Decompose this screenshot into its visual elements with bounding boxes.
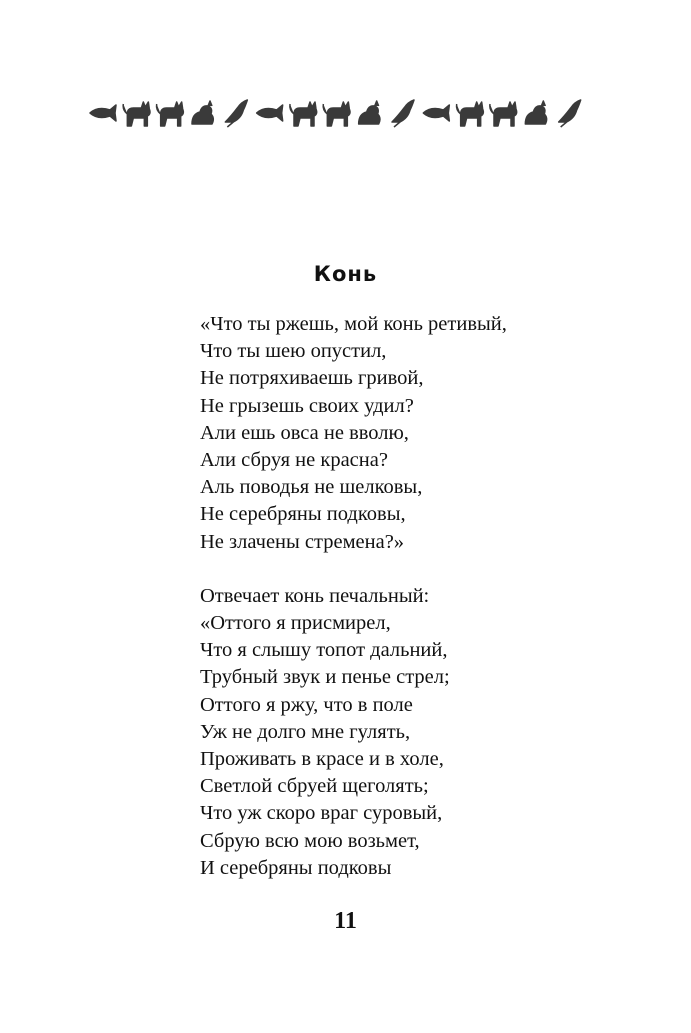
- poem-line: «Оттого я присмирел,: [200, 612, 391, 635]
- bird-icon: [392, 100, 414, 127]
- poem-line: «Что ты ржешь, мой конь ретивый,: [200, 313, 507, 335]
- poem-line: Трубный звук и пенье стрел;: [200, 666, 450, 689]
- poem-line: Не злачены стремена?»: [200, 530, 405, 553]
- poem-line: Сбрую всю мою возьмет,: [200, 829, 420, 852]
- cat-icon: [457, 102, 484, 126]
- mouse-icon: [525, 101, 546, 124]
- poem-line: Уж не долго мне гулять,: [200, 720, 411, 743]
- poem-body: [200, 311, 660, 909]
- stanza: [200, 311, 660, 556]
- poem-line: Светлой сбруей щеголять;: [200, 775, 429, 798]
- poem-line: Не грызешь своих удил?: [200, 394, 414, 417]
- poem-line: Аль поводья не шелковы,: [200, 476, 423, 499]
- poem-line: Отвечает конь печальный:: [200, 584, 430, 607]
- mouse-icon: [192, 101, 213, 124]
- bird-icon: [225, 100, 247, 127]
- poem-line: И серебряны подковы: [200, 856, 392, 879]
- page-number: 11: [334, 908, 357, 934]
- bird-icon: [559, 100, 581, 127]
- poem-line: Проживать в красе и в холе,: [200, 748, 444, 771]
- poem-line: Не серебряны подковы,: [200, 503, 406, 526]
- poem-line: Али ешь овса не вволю,: [200, 421, 409, 444]
- poem-line: Что уж скоро враг суровый,: [200, 802, 443, 825]
- poem-line: Что ты шею опустил,: [200, 340, 387, 363]
- fish-icon: [257, 105, 283, 121]
- poem-line: Али сбруя не красна?: [200, 449, 388, 472]
- animal-ornament: [86, 96, 586, 130]
- poem-line: Что я слышу топот дальний,: [200, 639, 448, 662]
- cat-icon: [490, 102, 517, 126]
- cat-icon: [123, 102, 150, 126]
- mouse-icon: [359, 101, 380, 124]
- poem-line: Не потряхиваешь гривой,: [200, 367, 424, 390]
- cat-icon: [157, 102, 184, 126]
- cat-icon: [323, 102, 350, 126]
- fish-icon: [423, 105, 449, 121]
- fish-icon: [90, 105, 116, 121]
- cat-icon: [290, 102, 317, 126]
- poem-title: Конь: [313, 262, 378, 286]
- poem-line: Оттого я ржу, что в поле: [200, 693, 413, 716]
- stanza: [200, 583, 660, 882]
